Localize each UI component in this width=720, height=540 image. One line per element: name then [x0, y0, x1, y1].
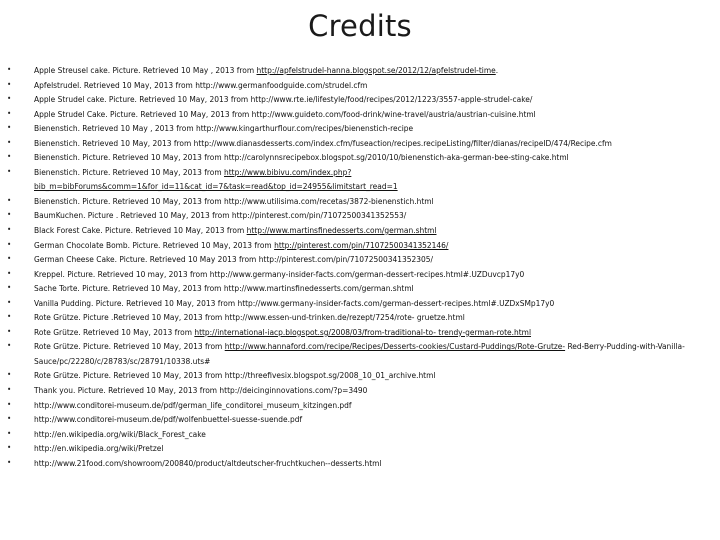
credit-link[interactable]: http://www.martinsfinedesserts.com/german.shtml: [246, 225, 437, 236]
credit-text: Apple Strudel cake. Picture. Retrieved 10 May, 2013 from http://www.rte.ie/lifestyle/food/recipes/2012/1223/3557-apple-strudel-cake/: [34, 94, 533, 105]
bullet-icon: •: [7, 428, 12, 438]
credit-link[interactable]: http://apfelstrudel-hanna.blogspot.se/2012/12/apfelstrudel-time: [256, 65, 496, 75]
credit-text: Bienenstich. Picture. Retrieved 10 May, 2013 from http://www.utilisima.com/recetas/3872-bienenstich.html: [34, 195, 434, 206]
bullet-icon: •: [7, 210, 12, 220]
bullet-icon: •: [7, 370, 12, 380]
credit-text: Bienenstich. Picture. Retrieved 10 May, 2013 from http://carolynnsrecipebox.blogspot.sg/2010/10/bienenstich-aka-german-bee-sting-cake.html: [34, 152, 569, 163]
credit-text: Rote Grütze. Picture. Retrieved 10 May, 2013 from: [34, 341, 225, 352]
bullet-icon: •: [7, 385, 12, 395]
bullet-icon: •: [7, 239, 12, 249]
credit-item: [0, 252, 720, 267]
bullet-icon: •: [7, 225, 12, 235]
credit-item: [0, 281, 720, 296]
credit-text: Apfelstrudel. Retrieved 10 May, 2013 from http://www.germanfoodguide.com/strudel.cfm: [34, 79, 368, 90]
bullet-icon: •: [7, 195, 12, 205]
credit-text: http://www.21food.com/showroom/200840/product/altdeutscher-fruchtkuchen--desserts.html: [34, 457, 382, 468]
credit-text: Apple Strudel Cake. Picture. Retrieved 10 May, 2013 from http://www.guideto.com/food-drink/wine-travel/austria/austrian-cuisine.html: [34, 108, 536, 119]
credit-item: [0, 267, 720, 282]
bullet-icon: •: [7, 152, 12, 162]
credit-item: [0, 63, 720, 78]
bullet-icon: •: [7, 254, 12, 264]
credit-item: [0, 121, 720, 136]
credit-item: [0, 165, 720, 194]
credit-item: [0, 223, 720, 238]
credit-item: [0, 296, 720, 311]
bullet-icon: •: [7, 79, 12, 89]
bullet-icon: •: [7, 443, 12, 453]
bullet-icon: •: [7, 341, 12, 351]
bullet-icon: •: [7, 94, 12, 104]
credit-item: [0, 238, 720, 253]
credit-text: Bienenstich. Picture. Retrieved 10 May, 2013 from: [34, 166, 224, 177]
credit-item: [0, 456, 720, 471]
credit-item: [0, 325, 720, 340]
credit-text: Thank you. Picture. Retrieved 10 May, 2013 from http://deicinginnovations.com/?p=3490: [34, 385, 368, 396]
bullet-icon: •: [7, 414, 12, 424]
credit-text: http://www.conditorei-museum.de/pdf/german_life_conditorei_museum_kitzingen.pdf: [34, 399, 352, 410]
bullet-icon: •: [7, 326, 12, 336]
credit-item: [0, 310, 720, 325]
credit-item: [0, 136, 720, 151]
bullet-icon: •: [7, 65, 12, 74]
credit-link[interactable]: http://www.bibivu.com/index.php?bib_m=bibForums&comm=1&for_id=11&cat_id=7&task=read&top_id=24955&limitstart_read=1: [34, 166, 398, 192]
credit-text-suffix: Red-Berry-Pudding-with-Vanilla-Sauce/pc/22280/c/28783/sc/28791/10338.uts#: [34, 341, 685, 366]
credit-text: Rote Grütze. Picture. Retrieved 10 May, 2013 from http://threefivesix.blogspot.sg/2008_10_01_archive.html: [34, 370, 436, 381]
credit-text: Bienenstich. Retrieved 10 May, 2013 from http://www.dianasdesserts.com/index.cfm/fuseaction/recipes.recipeListing/filter/dianas/recipeID/474/Recipe.cfm: [34, 137, 612, 148]
bullet-icon: •: [7, 268, 12, 278]
bullet-icon: •: [7, 137, 12, 147]
credit-text: German Cheese Cake. Picture. Retrieved 10 May 2013 from http://pinterest.com/pin/71072500341352305/: [34, 254, 434, 265]
credit-item: [0, 107, 720, 122]
credit-text: http://en.wikipedia.org/wiki/Black_Forest_cake: [34, 428, 206, 439]
credit-text: Sache Torte. Picture. Retrieved 10 May, 2013 from http://www.martinsfinedesserts.com/german.shtml: [34, 283, 414, 294]
credit-text: http://www.conditorei-museum.de/pdf/wolfenbuettel-suesse-suende.pdf: [34, 414, 303, 425]
bullet-icon: •: [7, 108, 12, 118]
credit-item: [0, 78, 720, 93]
credit-link[interactable]: http://pinterest.com/pin/71072500341352146/: [274, 239, 449, 250]
credit-text: Rote Grütze. Retrieved 10 May, 2013 from: [34, 326, 195, 337]
credit-text-suffix: .: [495, 65, 499, 75]
credit-item: [0, 398, 720, 413]
credit-text: Black Forest Cake. Picture. Retrieved 10 May, 2013 from: [34, 225, 247, 236]
bullet-icon: •: [7, 283, 12, 293]
credit-item: [0, 412, 720, 427]
credit-item: [0, 92, 720, 107]
bullet-icon: •: [7, 312, 12, 322]
bullet-icon: •: [7, 123, 12, 133]
credit-text: Kreppel. Picture. Retrieved 10 may, 2013 from http://www.germany-insider-facts.com/german-dessert-recipes.html#.UZDuvcp17y0: [34, 268, 525, 279]
credit-text: Vanilla Pudding. Picture. Retrieved 10 May, 2013 from http://www.germany-insider-facts.com/german-dessert-recipes.html#.UZDxSMp17y0: [34, 297, 555, 308]
credit-link[interactable]: http://www.hannaford.com/recipe/Recipes/Desserts-cookies/Custard-Puddings/Rote-Grutze-: [224, 341, 566, 352]
credit-item: [0, 208, 720, 223]
bullet-icon: •: [7, 399, 12, 409]
credit-text: http://en.wikipedia.org/wiki/Pretzel: [34, 443, 164, 454]
bullet-icon: •: [7, 297, 12, 307]
credit-item: [0, 194, 720, 209]
credit-item: [0, 368, 720, 383]
credit-item: [0, 150, 720, 165]
bullet-icon: •: [7, 457, 12, 467]
credit-text: Rote Grütze. Picture .Retrieved 10 May, 2013 from http://www.essen-und-trinken.de/rezept/7254/rote- gruetze.html: [34, 312, 465, 323]
credit-item: [0, 441, 720, 456]
credit-item: [0, 427, 720, 442]
credit-item: [0, 383, 720, 398]
bullet-icon: •: [7, 166, 12, 176]
credit-item: [0, 339, 720, 368]
page-title: Credits: [308, 9, 412, 43]
credit-text: BaumKuchen. Picture . Retrieved 10 May, 2013 from http://pinterest.com/pin/71072500341352553/: [34, 210, 407, 221]
credit-text: German Chocolate Bomb. Picture. Retrieved 10 May, 2013 from: [34, 239, 275, 250]
credits-list: [0, 63, 720, 470]
credit-text: Apple Streusel cake. Picture. Retrieved 10 May , 2013 from: [34, 65, 257, 75]
credit-link[interactable]: http://international-iacp.blogspot.sg/2008/03/from-traditional-to- trendy-german-rote.html: [194, 326, 532, 337]
credit-text: Bienenstich. Retrieved 10 May , 2013 from http://www.kingarthurflour.com/recipes/bienenstich-recipe: [34, 123, 414, 134]
